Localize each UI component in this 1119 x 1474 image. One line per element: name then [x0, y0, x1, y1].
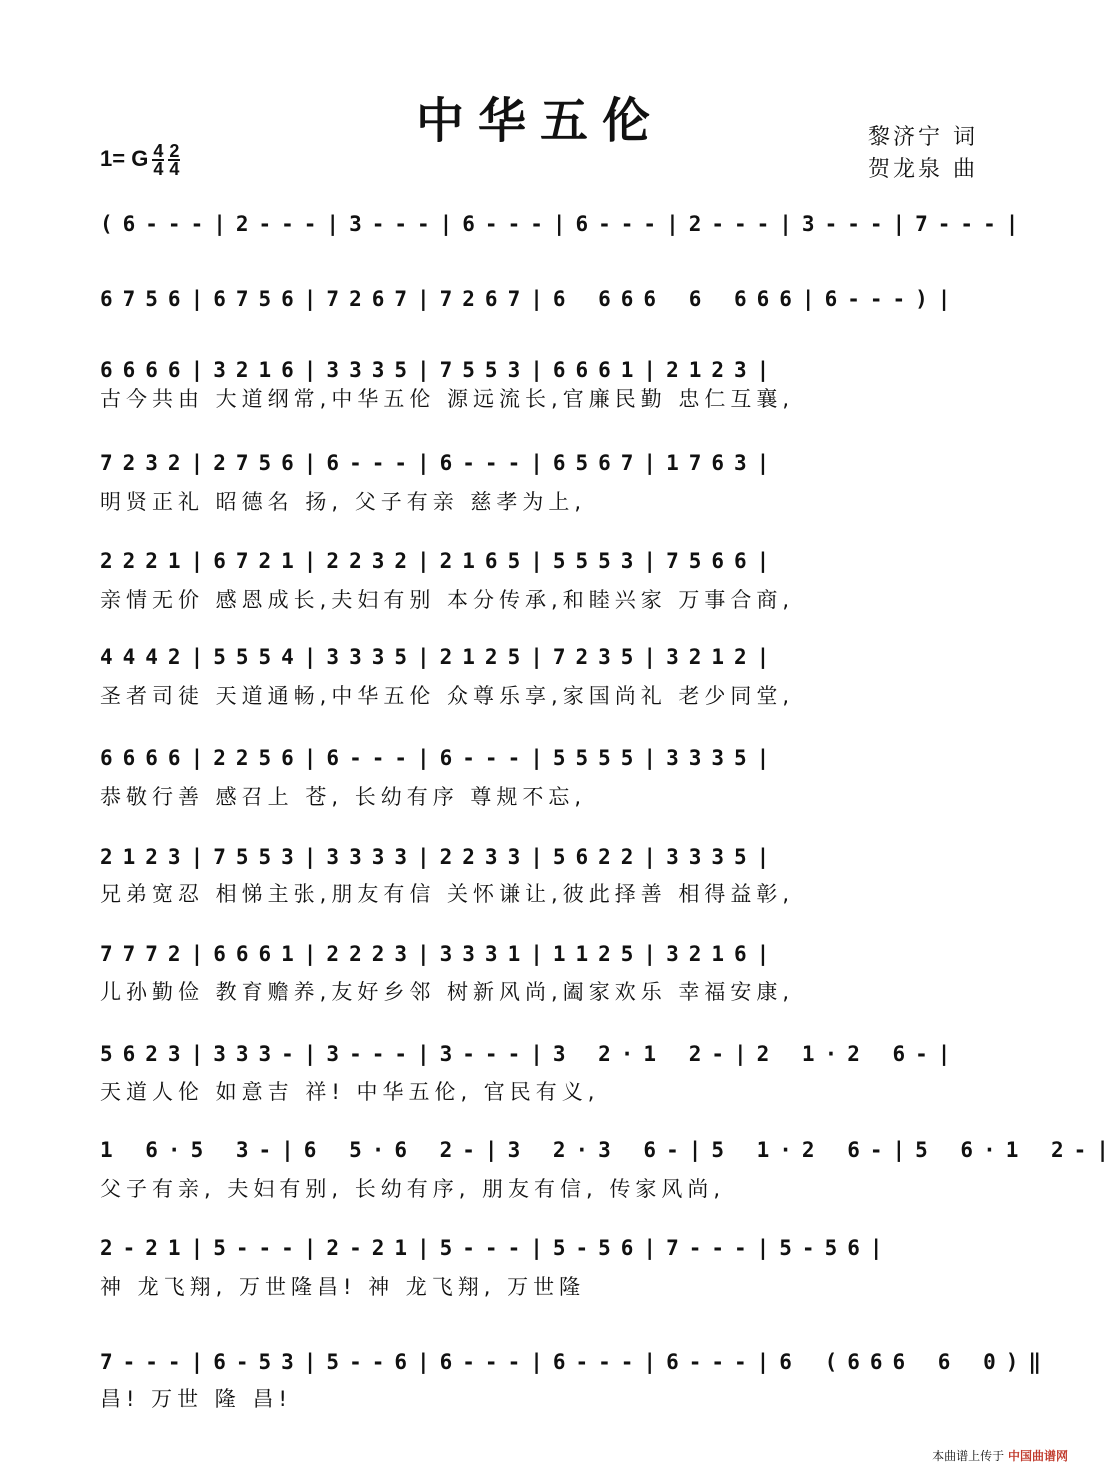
score-row-11-lyrics: 父子有亲, 夫妇有别, 长幼有序, 朋友有信, 传家风尚, — [100, 1177, 726, 1201]
score-row-7-lyrics: 恭敬行善 感召上 苍, 长幼有序 尊规不忘, — [100, 785, 587, 809]
score-row-12-lyrics: 神 龙飞翔, 万世隆昌! 神 龙飞翔, 万世隆 — [100, 1275, 586, 1299]
footer-prefix: 本曲谱上传于 — [932, 1449, 1005, 1463]
site-brand-link[interactable]: 中国曲谱网 — [1007, 1449, 1068, 1463]
score-row-1-notes: (6---|2---|3---|6---|6---|2---|3---|7---| — [100, 212, 1029, 236]
score-row-4-lyrics: 明贤正礼 昭德名 扬, 父子有亲 慈孝为上, — [100, 490, 587, 514]
time-signature-2: $\frac{2}{4}$ — [169, 141, 180, 179]
score-row-9-notes: 7772|6661|2223|3331|1125|3216| — [100, 942, 780, 966]
score-row-6-notes: 4442|5554|3335|2125|7235|3212| — [100, 645, 780, 669]
score-row-1-lyrics — [100, 255, 980, 285]
score-row-3-lyrics: 古今共由 大道纲常,中华五伦 源远流长,官廉民勤 忠仁互襄, — [100, 387, 795, 411]
score-row-8-notes: 2123|7553|3333|2233|5622|3335| — [100, 845, 780, 869]
song-title: 中华五伦 — [415, 93, 664, 149]
score-row-6-lyrics: 圣者司徒 天道通畅,中华五伦 众尊乐享,家国尚礼 老少同堂, — [100, 684, 795, 708]
composer-credit: 贺龙泉 曲 — [868, 157, 978, 182]
key-signature — [100, 143, 180, 177]
score-row-12-notes: 2-21|5---|2-21|5---|5-56|7---|5-56| — [100, 1236, 893, 1260]
score-row-13-lyrics: 昌! 万世 隆 昌! — [100, 1387, 292, 1411]
score-row-3-notes: 6666|3216|3335|7553|6661|2123| — [100, 358, 780, 382]
score-row-9-lyrics: 儿孙勤俭 教育赡养,友好乡邻 树新风尚,阖家欢乐 幸福安康, — [100, 980, 795, 1004]
score-row-4-notes: 7232|2756|6---|6---|6567|1763| — [100, 451, 780, 475]
score-row-5-notes: 2221|6721|2232|2165|5553|7566| — [100, 549, 780, 573]
score-row-13-notes: 7---|6-53|5--6|6---|6---|6---|6 (666 6 0)‖ — [100, 1350, 1052, 1374]
score-row-5-lyrics: 亲情无价 感恩成长,夫妇有别 本分传承,和睦兴家 万事合商, — [100, 588, 795, 612]
score-row-11-notes: 1 6·5 3-|6 5·6 2-|3 2·3 6-|5 1·2 6-|5 6·1 2-| — [100, 1138, 1119, 1162]
lyricist-credit: 黎济宁 词 — [868, 125, 978, 150]
upload-footer — [932, 1447, 1068, 1464]
time-signature-1: $\frac{4}{4}$ — [153, 141, 164, 179]
key-label: 1= G — [100, 145, 149, 171]
score-row-10-lyrics: 天道人伦 如意吉 祥! 中华五伦, 官民有义, — [100, 1080, 600, 1104]
score-row-2-notes: 6756|6756|7267|7267|6 666 6 666|6---)| — [100, 287, 961, 311]
score-row-7-notes: 6666|2256|6---|6---|5555|3335| — [100, 746, 780, 770]
score-row-8-lyrics: 兄弟宽忍 相悌主张,朋友有信 关怀谦让,彼此择善 相得益彰, — [100, 882, 795, 906]
score-row-2-lyrics — [100, 330, 980, 360]
score-row-10-notes: 5623|333-|3---|3---|3 2·1 2-|2 1·2 6-| — [100, 1042, 961, 1066]
